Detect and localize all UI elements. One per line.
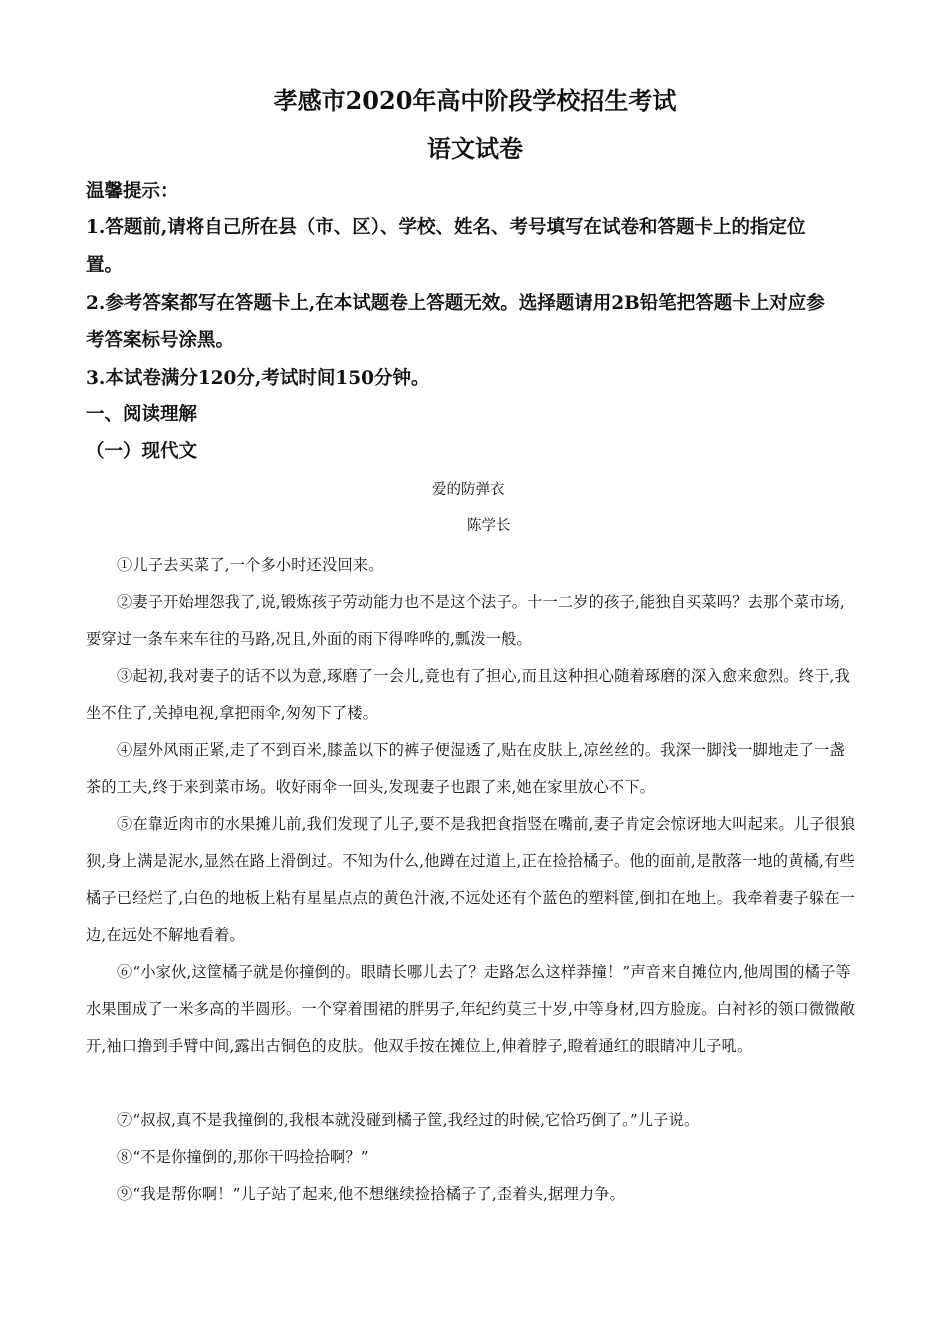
subsection-heading: （一）现代文 [86,441,198,462]
paragraph-5: ⑤在靠近肉市的水果摊儿前,我们发现了儿子,要不是我把食指竖在嘴前,妻子肯定会惊讶地大叫起来。儿子很狼狈,身上满是泥水,显然在路上滑倒过。不知为什么,他蹲在过道上,正在捡拾橘子。他的面前,是散落一地的黄橘,有些橘子已经烂了,白色的地板上粘有星星点点的黄色汁液,不远处还有个蓝色的塑料筐,倒扣在地上。我牵着妻子躲在一边,在远处不解地看着。 [86,815,856,944]
paragraph-9: ⑨“我是帮你啊！”儿子站了起来,他不想继续捡拾橘子了,歪着头,据理力争。 [117,1185,626,1203]
paragraph-2: ②妻子开始埋怨我了,说,锻炼孩子劳动能力也不是这个法子。十一二岁的孩子,能独自买菜吗？去那个菜市场,要穿过一条车来车往的马路,况且,外面的雨下得哗哗的,瓢泼一般。 [86,593,845,648]
tip-2-line-2: 考答案标号涂黑。 [86,330,235,351]
tip-1-line-2: 置。 [86,255,124,276]
tip-2-line-1: 2.参考答案都写在答题卡上,在本试题卷上答题无效。选择题请用2B铅笔把答题卡上对应参 [86,293,825,314]
tip-1-line-1: 1.答题前,请将自己所在县（市、区）、学校、姓名、考号填写在试卷和答题卡上的指定位 [86,217,806,238]
paragraph-3: ③起初,我对妻子的话不以为意,琢磨了一会儿,竟也有了担心,而且这种担心随着琢磨的深入愈来愈烈。终于,我坐不住了,关掉电视,拿把雨伞,匆匆下了楼。 [86,667,850,722]
paragraph-1: ①儿子去买菜了,一个多小时还没回来。 [117,556,384,574]
paragraph-7: ⑦“叔叔,真不是我撞倒的,我根本就没碰到橘子筐,我经过的时候,它恰巧倒了。”儿子说。 [117,1111,700,1129]
paragraph-8: ⑧“不是你撞倒的,那你干吗捡拾啊？” [117,1148,369,1166]
paragraph-6: ⑥“小家伙,这筐橘子就是你撞倒的。眼睛长哪儿去了？走路怎么这样莽撞！”声音来自摊位内,他周围的橘子等水果围成了一米多高的半圆形。一个穿着围裙的胖男子,年纪约莫三十岁,中等身材,四方脸庞。白衬衫的领口微微敞开,袖口撸到手臂中间,露出古铜色的皮肤。他双手按在摊位上,伸着脖子,瞪着通红的眼睛冲儿子吼。 [86,963,856,1055]
exam-title: 孝感市2020年高中阶段学校招生考试 [273,86,677,115]
exam-subtitle: 语文试卷 [427,134,523,163]
tips-heading: 温馨提示： [86,181,179,202]
paragraph-4: ④屋外风雨正紧,走了不到百米,膝盖以下的裤子便湿透了,贴在皮肤上,凉丝丝的。我深一脚浅一脚地走了一盏茶的工夫,终于来到菜市场。收好雨伞一回头,发现妻子也跟了来,她在家里放心不下。 [86,741,845,796]
article-author: 陈学长 [467,518,511,534]
section-heading: 一、阅读理解 [86,404,198,425]
tip-3: 3.本试卷满分120分,考试时间150分钟。 [86,368,430,389]
article-title: 爱的防弹衣 [432,482,505,498]
